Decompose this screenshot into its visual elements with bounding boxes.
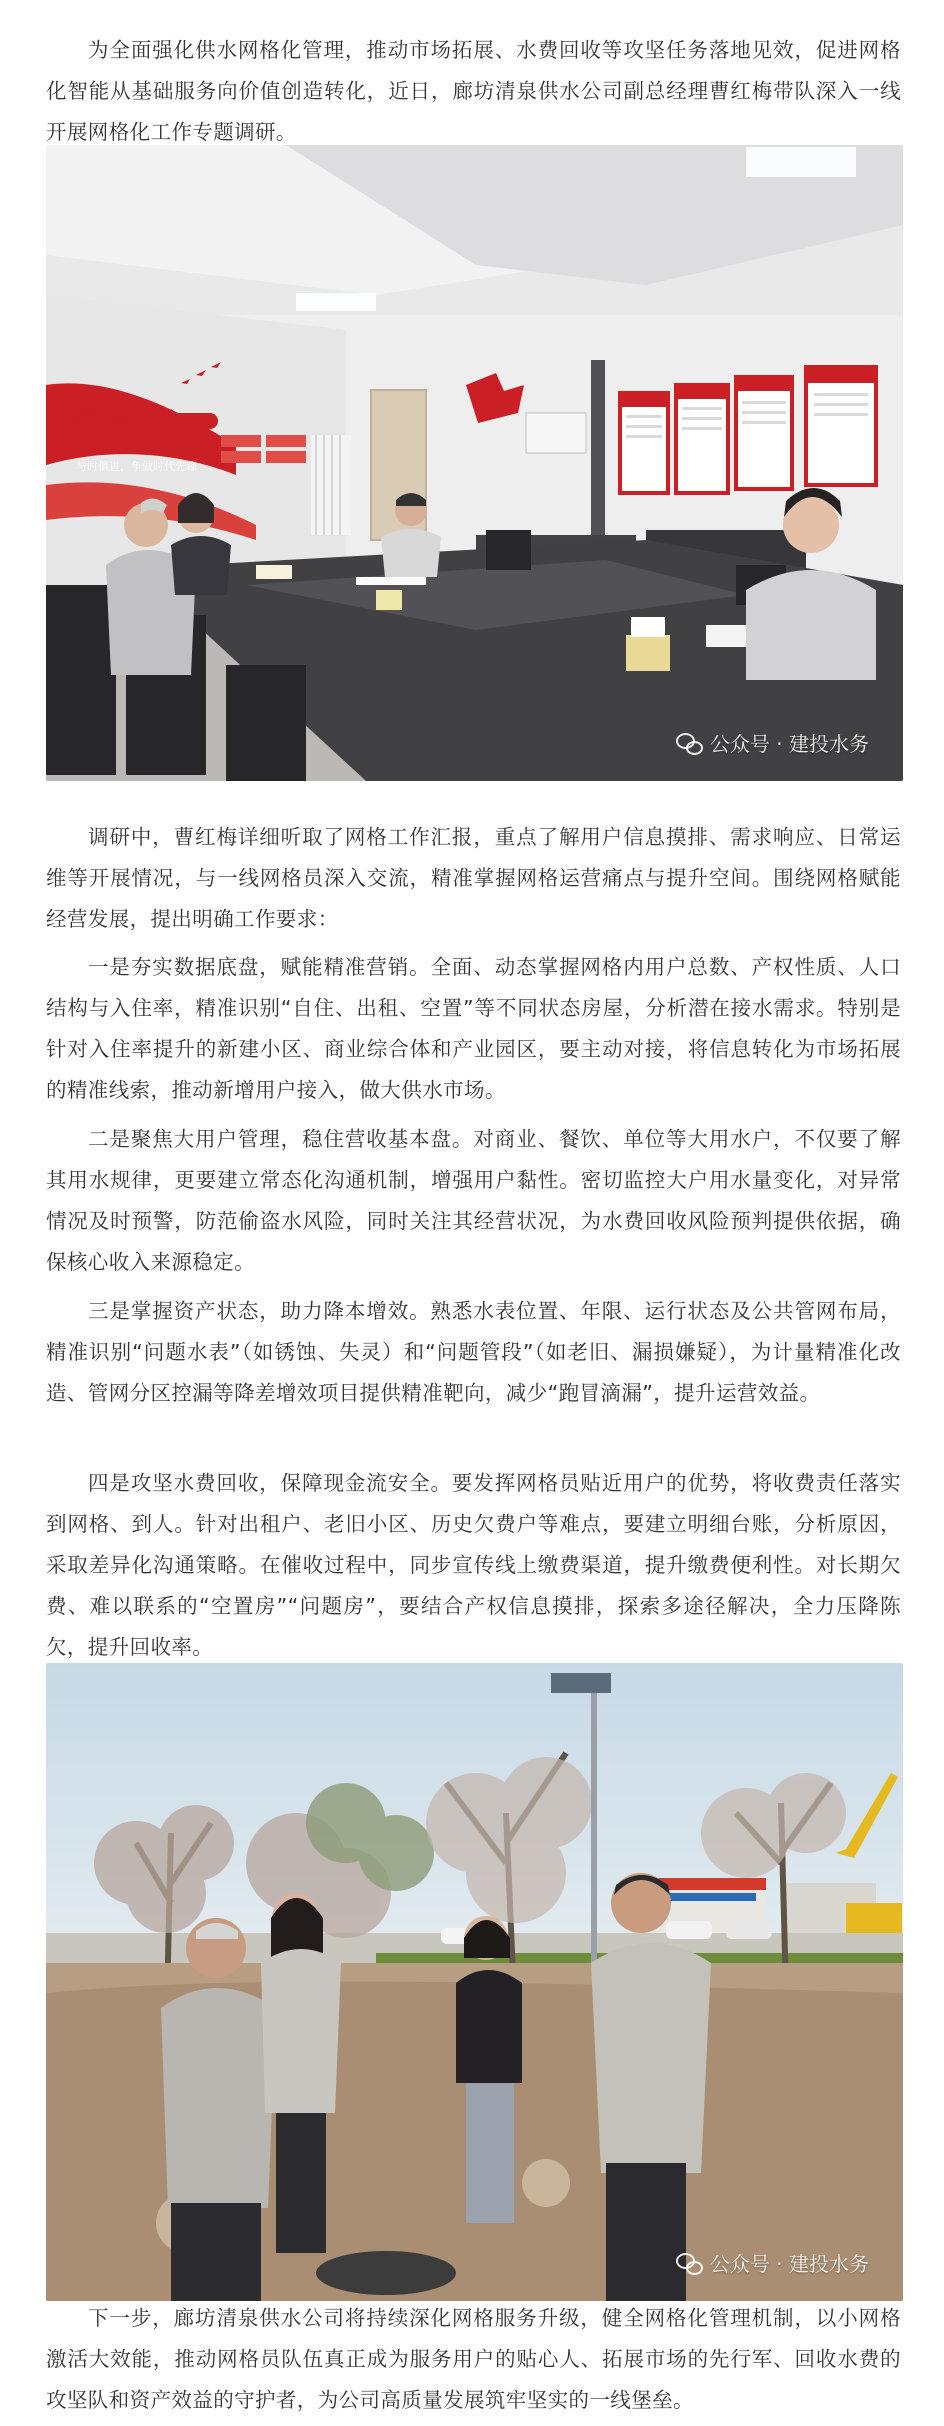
meeting-photo: [46, 145, 903, 781]
wechat-icon: [676, 2252, 702, 2274]
wechat-icon: [676, 732, 702, 754]
site-visit-photo: [46, 1663, 903, 2301]
photo2-watermark: [676, 2248, 869, 2277]
paragraph-point-2: 二是聚焦大用户管理，稳住营收基本盘。对商业、餐饮、单位等大用水户，不仅要了解其用水规律，更要建立常态化沟通机制，增强用户黏性。密切监控大户用水量变化，对异常情况及时预警，防范偷盗水风险，同时关注其经营状况，为水费回收风险预判提供依据，确保核心收入来源稳定。: [46, 1127, 901, 1274]
paragraph-next-step: 下一步，廊坊清泉供水公司将持续深化网格服务升级，健全网格化管理机制，以小网格激活大效能，推动网格员队伍真正成为服务用户的贴心人、拓展市场的先行军、回收水费的攻坚队和资产效益的守护者，为公司高质量发展筑牢坚实的一线堡垒。: [46, 2306, 901, 2412]
paragraph-point-3: 三是掌握资产状态，助力降本增效。熟悉水表位置、年限、运行状态及公共管网布局，精准识别“问题水表”（如锈蚀、失灵）和“问题管段”（如老旧、漏损嫌疑），为计量精准化改造、管网分区控漏等降差增效项目提供精准靶向，减少“跑冒滴漏”，提升运营效益。: [46, 1299, 901, 1405]
photo2-watermark-text: 公众号 · 建投水务: [709, 2252, 869, 2276]
paragraph-point-4: 四是攻坚水费回收，保障现金流安全。要发挥网格员贴近用户的优势，将收费责任落实到网格、到人。针对出租户、老旧小区、历史欠费户等难点，要建立明细台账，分析原因，采取差异化沟通策略。在催收过程中，同步宣传线上缴费渠道，提升缴费便利性。对长期欠费、难以联系的“空置房”“问题房”，要结合产权信息摸排，探索多途径解决，全力压降陈欠，提升回收率。: [46, 1471, 901, 1659]
paragraph-point-1: 一是夯实数据底盘，赋能精准营销。全面、动态掌握网格内用户总数、产权性质、人口结构与入住率，精准识别“自住、出租、空置”等不同状态房屋，分析潜在接水需求。特别是针对入住率提升的新建小区、商业综合体和产业园区，要主动对接，将信息转化为市场拓展的精准线索，推动新增用户接入，做大供水市场。: [46, 955, 901, 1102]
paragraph-research: 调研中，曹红梅详细听取了网格工作汇报，重点了解用户信息摸排、需求响应、日常运维等开展情况，与一线网格员深入交流，精准掌握网格运营痛点与提升空间。围绕网格赋能经营发展，提出明确工作要求：: [46, 825, 901, 931]
photo1-watermark: [676, 728, 869, 757]
paragraph-intro: 为全面强化供水网格化管理，推动市场拓展、水费回收等攻坚任务落地见效，促进网格化智能从基础服务向价值创造转化，近日，廊坊清泉供水公司副总经理曹红梅带队深入一线开展网格化工作专题调研。: [46, 38, 901, 144]
photo1-watermark-text: 公众号 · 建投水务: [709, 732, 869, 756]
